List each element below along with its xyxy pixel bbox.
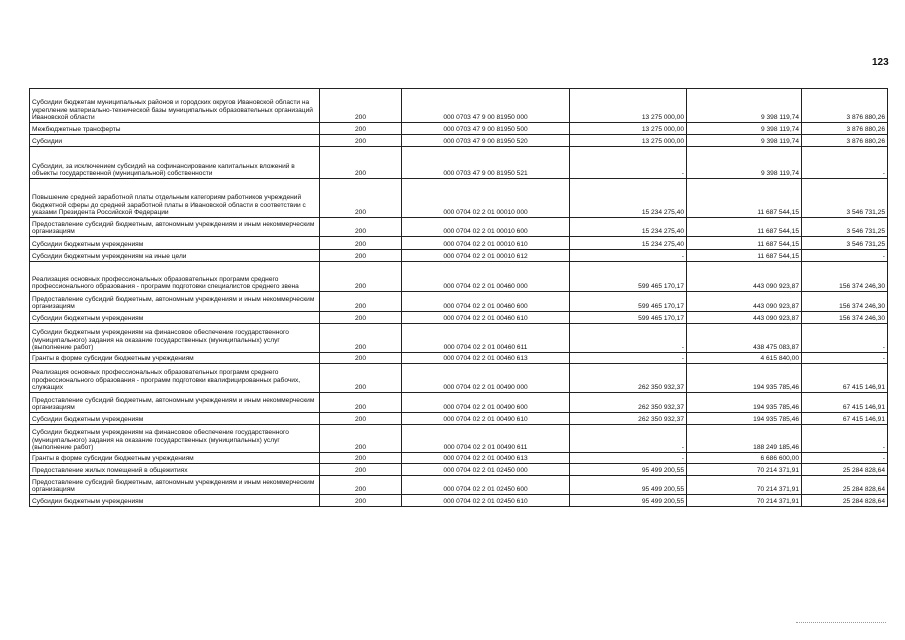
row-name-cell: Субсидии бюджетным учреждениям на финансовое обеспечение государственного (муниципального) задания на оказание государственных (муниципальных) услуг (выполнение работ) xyxy=(30,324,320,353)
row-code-cell: 200 xyxy=(320,89,402,123)
table-row xyxy=(30,135,888,147)
row-classification-cell: 000 0704 02 2 01 00010 610 xyxy=(402,237,570,250)
row-executed-amount-cell: 11 687 544,15 xyxy=(687,237,802,250)
row-executed-amount-cell: 11 687 544,15 xyxy=(687,179,802,218)
row-executed-amount-cell: 11 687 544,15 xyxy=(687,250,802,262)
row-classification-cell: 000 0704 02 2 01 00010 600 xyxy=(402,218,570,237)
row-executed-amount-cell: 194 935 785,46 xyxy=(687,364,802,393)
row-unexecuted-amount-cell: - xyxy=(802,147,888,179)
row-name-cell: Гранты в форме субсидии бюджетным учреждениям xyxy=(30,453,320,464)
row-code-cell: 200 xyxy=(320,218,402,237)
row-approved-amount-cell: - xyxy=(570,453,687,464)
row-classification-cell: 000 0704 02 2 01 00010 612 xyxy=(402,250,570,262)
row-name-cell: Субсидии бюджетным учреждениям на финансовое обеспечение государственного (муниципального) задания на оказание государственных (муниципальных) услуг (выполнение работ) xyxy=(30,425,320,453)
row-name-cell: Реализация основных профессиональных образовательных программ среднего профессионального образования - программ подготовки специалистов среднего звена xyxy=(30,262,320,292)
row-unexecuted-amount-cell: 3 876 880,26 xyxy=(802,123,888,135)
row-executed-amount-cell: 194 935 785,46 xyxy=(687,413,802,425)
table-body xyxy=(30,89,888,507)
row-name-cell: Гранты в форме субсидии бюджетным учреждениям xyxy=(30,353,320,364)
row-code-cell: 200 xyxy=(320,393,402,413)
row-approved-amount-cell: 13 275 000,00 xyxy=(570,123,687,135)
table-row xyxy=(30,292,888,312)
row-code-cell: 200 xyxy=(320,324,402,353)
row-approved-amount-cell: - xyxy=(570,353,687,364)
row-classification-cell: 000 0703 47 9 00 81950 500 xyxy=(402,123,570,135)
row-name-cell: Субсидии, за исключением субсидий на софинансирование капитальных вложений в объекты государственной (муниципальной) собственности xyxy=(30,147,320,179)
table-row xyxy=(30,413,888,425)
row-unexecuted-amount-cell: - xyxy=(802,453,888,464)
row-code-cell: 200 xyxy=(320,237,402,250)
row-name-cell: Субсидии xyxy=(30,135,320,147)
row-classification-cell: 000 0703 47 9 00 81950 520 xyxy=(402,135,570,147)
row-executed-amount-cell: 438 475 083,87 xyxy=(687,324,802,353)
row-approved-amount-cell: 13 275 000,00 xyxy=(570,135,687,147)
row-approved-amount-cell: 95 499 200,55 xyxy=(570,464,687,476)
row-executed-amount-cell: 9 398 119,74 xyxy=(687,147,802,179)
row-executed-amount-cell: 188 249 185,46 xyxy=(687,425,802,453)
row-unexecuted-amount-cell: 25 284 828,64 xyxy=(802,495,888,507)
row-unexecuted-amount-cell: 3 876 880,26 xyxy=(802,89,888,123)
table-row xyxy=(30,179,888,218)
row-code-cell: 200 xyxy=(320,262,402,292)
row-classification-cell: 000 0704 02 2 01 00010 000 xyxy=(402,179,570,218)
row-classification-cell: 000 0704 02 2 01 00490 611 xyxy=(402,425,570,453)
table-row xyxy=(30,147,888,179)
row-code-cell: 200 xyxy=(320,312,402,324)
row-approved-amount-cell: - xyxy=(570,425,687,453)
row-executed-amount-cell: 443 090 923,87 xyxy=(687,312,802,324)
row-unexecuted-amount-cell: 25 284 828,64 xyxy=(802,464,888,476)
row-code-cell: 200 xyxy=(320,135,402,147)
row-executed-amount-cell: 6 686 600,00 xyxy=(687,453,802,464)
row-executed-amount-cell: 70 214 371,91 xyxy=(687,495,802,507)
row-executed-amount-cell: 70 214 371,91 xyxy=(687,464,802,476)
row-approved-amount-cell: 262 350 932,37 xyxy=(570,413,687,425)
row-unexecuted-amount-cell: 67 415 146,91 xyxy=(802,364,888,393)
page-number: 123 xyxy=(872,57,889,68)
row-executed-amount-cell: 70 214 371,91 xyxy=(687,476,802,495)
row-unexecuted-amount-cell: 3 546 731,25 xyxy=(802,218,888,237)
row-name-cell: Субсидии бюджетным учреждениям xyxy=(30,413,320,425)
row-code-cell: 200 xyxy=(320,364,402,393)
row-classification-cell: 000 0704 02 2 01 02450 000 xyxy=(402,464,570,476)
row-classification-cell: 000 0704 02 2 01 00460 600 xyxy=(402,292,570,312)
row-approved-amount-cell: 95 499 200,55 xyxy=(570,476,687,495)
row-classification-cell: 000 0704 02 2 01 00490 613 xyxy=(402,453,570,464)
row-name-cell: Субсидии бюджетам муниципальных районов и городских округов Ивановской области на укрепление материально-технической базы муниципальных образовательных организаций Ивановской области xyxy=(30,89,320,123)
row-unexecuted-amount-cell: - xyxy=(802,353,888,364)
table-row xyxy=(30,425,888,453)
budget-execution-table xyxy=(29,88,888,507)
row-code-cell: 200 xyxy=(320,453,402,464)
row-code-cell: 200 xyxy=(320,425,402,453)
row-code-cell: 200 xyxy=(320,353,402,364)
table-row xyxy=(30,250,888,262)
row-classification-cell: 000 0704 02 2 01 00490 600 xyxy=(402,393,570,413)
row-code-cell: 200 xyxy=(320,495,402,507)
row-name-cell: Предоставление субсидий бюджетным, автономным учреждениям и иным некоммерческим организациям xyxy=(30,476,320,495)
row-approved-amount-cell: - xyxy=(570,147,687,179)
row-classification-cell: 000 0704 02 2 01 00460 610 xyxy=(402,312,570,324)
table-row xyxy=(30,353,888,364)
row-code-cell: 200 xyxy=(320,476,402,495)
table-row xyxy=(30,312,888,324)
row-unexecuted-amount-cell: - xyxy=(802,324,888,353)
row-unexecuted-amount-cell: - xyxy=(802,250,888,262)
row-name-cell: Субсидии бюджетным учреждениям xyxy=(30,237,320,250)
row-executed-amount-cell: 194 935 785,46 xyxy=(687,393,802,413)
row-unexecuted-amount-cell: 3 546 731,25 xyxy=(802,179,888,218)
row-unexecuted-amount-cell: 3 546 731,25 xyxy=(802,237,888,250)
row-executed-amount-cell: 443 090 923,87 xyxy=(687,262,802,292)
row-code-cell: 200 xyxy=(320,464,402,476)
row-unexecuted-amount-cell: 156 374 246,30 xyxy=(802,262,888,292)
row-code-cell: 200 xyxy=(320,179,402,218)
row-name-cell: Субсидии бюджетным учреждениям xyxy=(30,312,320,324)
row-approved-amount-cell: 15 234 275,40 xyxy=(570,237,687,250)
row-classification-cell: 000 0704 02 2 01 00490 610 xyxy=(402,413,570,425)
row-unexecuted-amount-cell: 25 284 828,64 xyxy=(802,476,888,495)
table-row xyxy=(30,324,888,353)
table-row xyxy=(30,476,888,495)
row-approved-amount-cell: 262 350 932,37 xyxy=(570,364,687,393)
row-name-cell: Субсидии бюджетным учреждениям xyxy=(30,495,320,507)
row-name-cell: Предоставление субсидий бюджетным, автономным учреждениям и иным некоммерческим организациям xyxy=(30,218,320,237)
table-row xyxy=(30,464,888,476)
row-name-cell: Предоставление субсидий бюджетным, автономным учреждениям и иным некоммерческим организациям xyxy=(30,393,320,413)
row-executed-amount-cell: 9 398 119,74 xyxy=(687,135,802,147)
row-classification-cell: 000 0703 47 9 00 81950 000 xyxy=(402,89,570,123)
table-row xyxy=(30,495,888,507)
table-row xyxy=(30,364,888,393)
row-executed-amount-cell: 11 687 544,15 xyxy=(687,218,802,237)
row-name-cell: Предоставление субсидий бюджетным, автономным учреждениям и иным некоммерческим организациям xyxy=(30,292,320,312)
row-name-cell: Реализация основных профессиональных образовательных программ среднего профессионального образования - программ подготовки квалифицированных рабочих, служащих xyxy=(30,364,320,393)
table-row xyxy=(30,237,888,250)
row-name-cell: Межбюджетные трансферты xyxy=(30,123,320,135)
row-approved-amount-cell: 95 499 200,55 xyxy=(570,495,687,507)
row-name-cell: Предоставление жилых помещений в общежитиях xyxy=(30,464,320,476)
row-approved-amount-cell: 599 465 170,17 xyxy=(570,262,687,292)
row-name-cell: Субсидии бюджетным учреждениям на иные цели xyxy=(30,250,320,262)
row-approved-amount-cell: 599 465 170,17 xyxy=(570,312,687,324)
row-code-cell: 200 xyxy=(320,292,402,312)
table-row xyxy=(30,218,888,237)
row-code-cell: 200 xyxy=(320,413,402,425)
table-row xyxy=(30,393,888,413)
table-row xyxy=(30,123,888,135)
row-executed-amount-cell: 9 398 119,74 xyxy=(687,123,802,135)
row-classification-cell: 000 0704 02 2 01 00460 611 xyxy=(402,324,570,353)
row-code-cell: 200 xyxy=(320,147,402,179)
row-unexecuted-amount-cell: 3 876 880,26 xyxy=(802,135,888,147)
row-classification-cell: 000 0703 47 9 00 81950 521 xyxy=(402,147,570,179)
row-approved-amount-cell: 15 234 275,40 xyxy=(570,179,687,218)
row-unexecuted-amount-cell: 156 374 246,30 xyxy=(802,312,888,324)
row-classification-cell: 000 0704 02 2 01 02450 600 xyxy=(402,476,570,495)
row-unexecuted-amount-cell: 67 415 146,91 xyxy=(802,393,888,413)
row-approved-amount-cell: 15 234 275,40 xyxy=(570,218,687,237)
row-name-cell: Повышение средней заработной платы отдельным категориям работников учреждений бюджетной сферы до средней заработной платы в Ивановской области в соответствии с указами Президента Российской Федерации xyxy=(30,179,320,218)
row-unexecuted-amount-cell: 156 374 246,30 xyxy=(802,292,888,312)
row-unexecuted-amount-cell: - xyxy=(802,425,888,453)
row-executed-amount-cell: 443 090 923,87 xyxy=(687,292,802,312)
table-row xyxy=(30,89,888,123)
row-classification-cell: 000 0704 02 2 01 00460 613 xyxy=(402,353,570,364)
row-code-cell: 200 xyxy=(320,250,402,262)
table-row xyxy=(30,453,888,464)
row-classification-cell: 000 0704 02 2 01 00460 000 xyxy=(402,262,570,292)
row-executed-amount-cell: 9 398 119,74 xyxy=(687,89,802,123)
row-classification-cell: 000 0704 02 2 01 00490 000 xyxy=(402,364,570,393)
row-approved-amount-cell: 13 275 000,00 xyxy=(570,89,687,123)
row-approved-amount-cell: 262 350 932,37 xyxy=(570,393,687,413)
row-approved-amount-cell: 599 465 170,17 xyxy=(570,292,687,312)
row-unexecuted-amount-cell: 67 415 146,91 xyxy=(802,413,888,425)
row-code-cell: 200 xyxy=(320,123,402,135)
row-approved-amount-cell: - xyxy=(570,324,687,353)
table-row xyxy=(30,262,888,292)
row-classification-cell: 000 0704 02 2 01 02450 610 xyxy=(402,495,570,507)
row-approved-amount-cell: - xyxy=(570,250,687,262)
scan-artifact xyxy=(796,622,886,629)
row-executed-amount-cell: 4 615 840,00 xyxy=(687,353,802,364)
